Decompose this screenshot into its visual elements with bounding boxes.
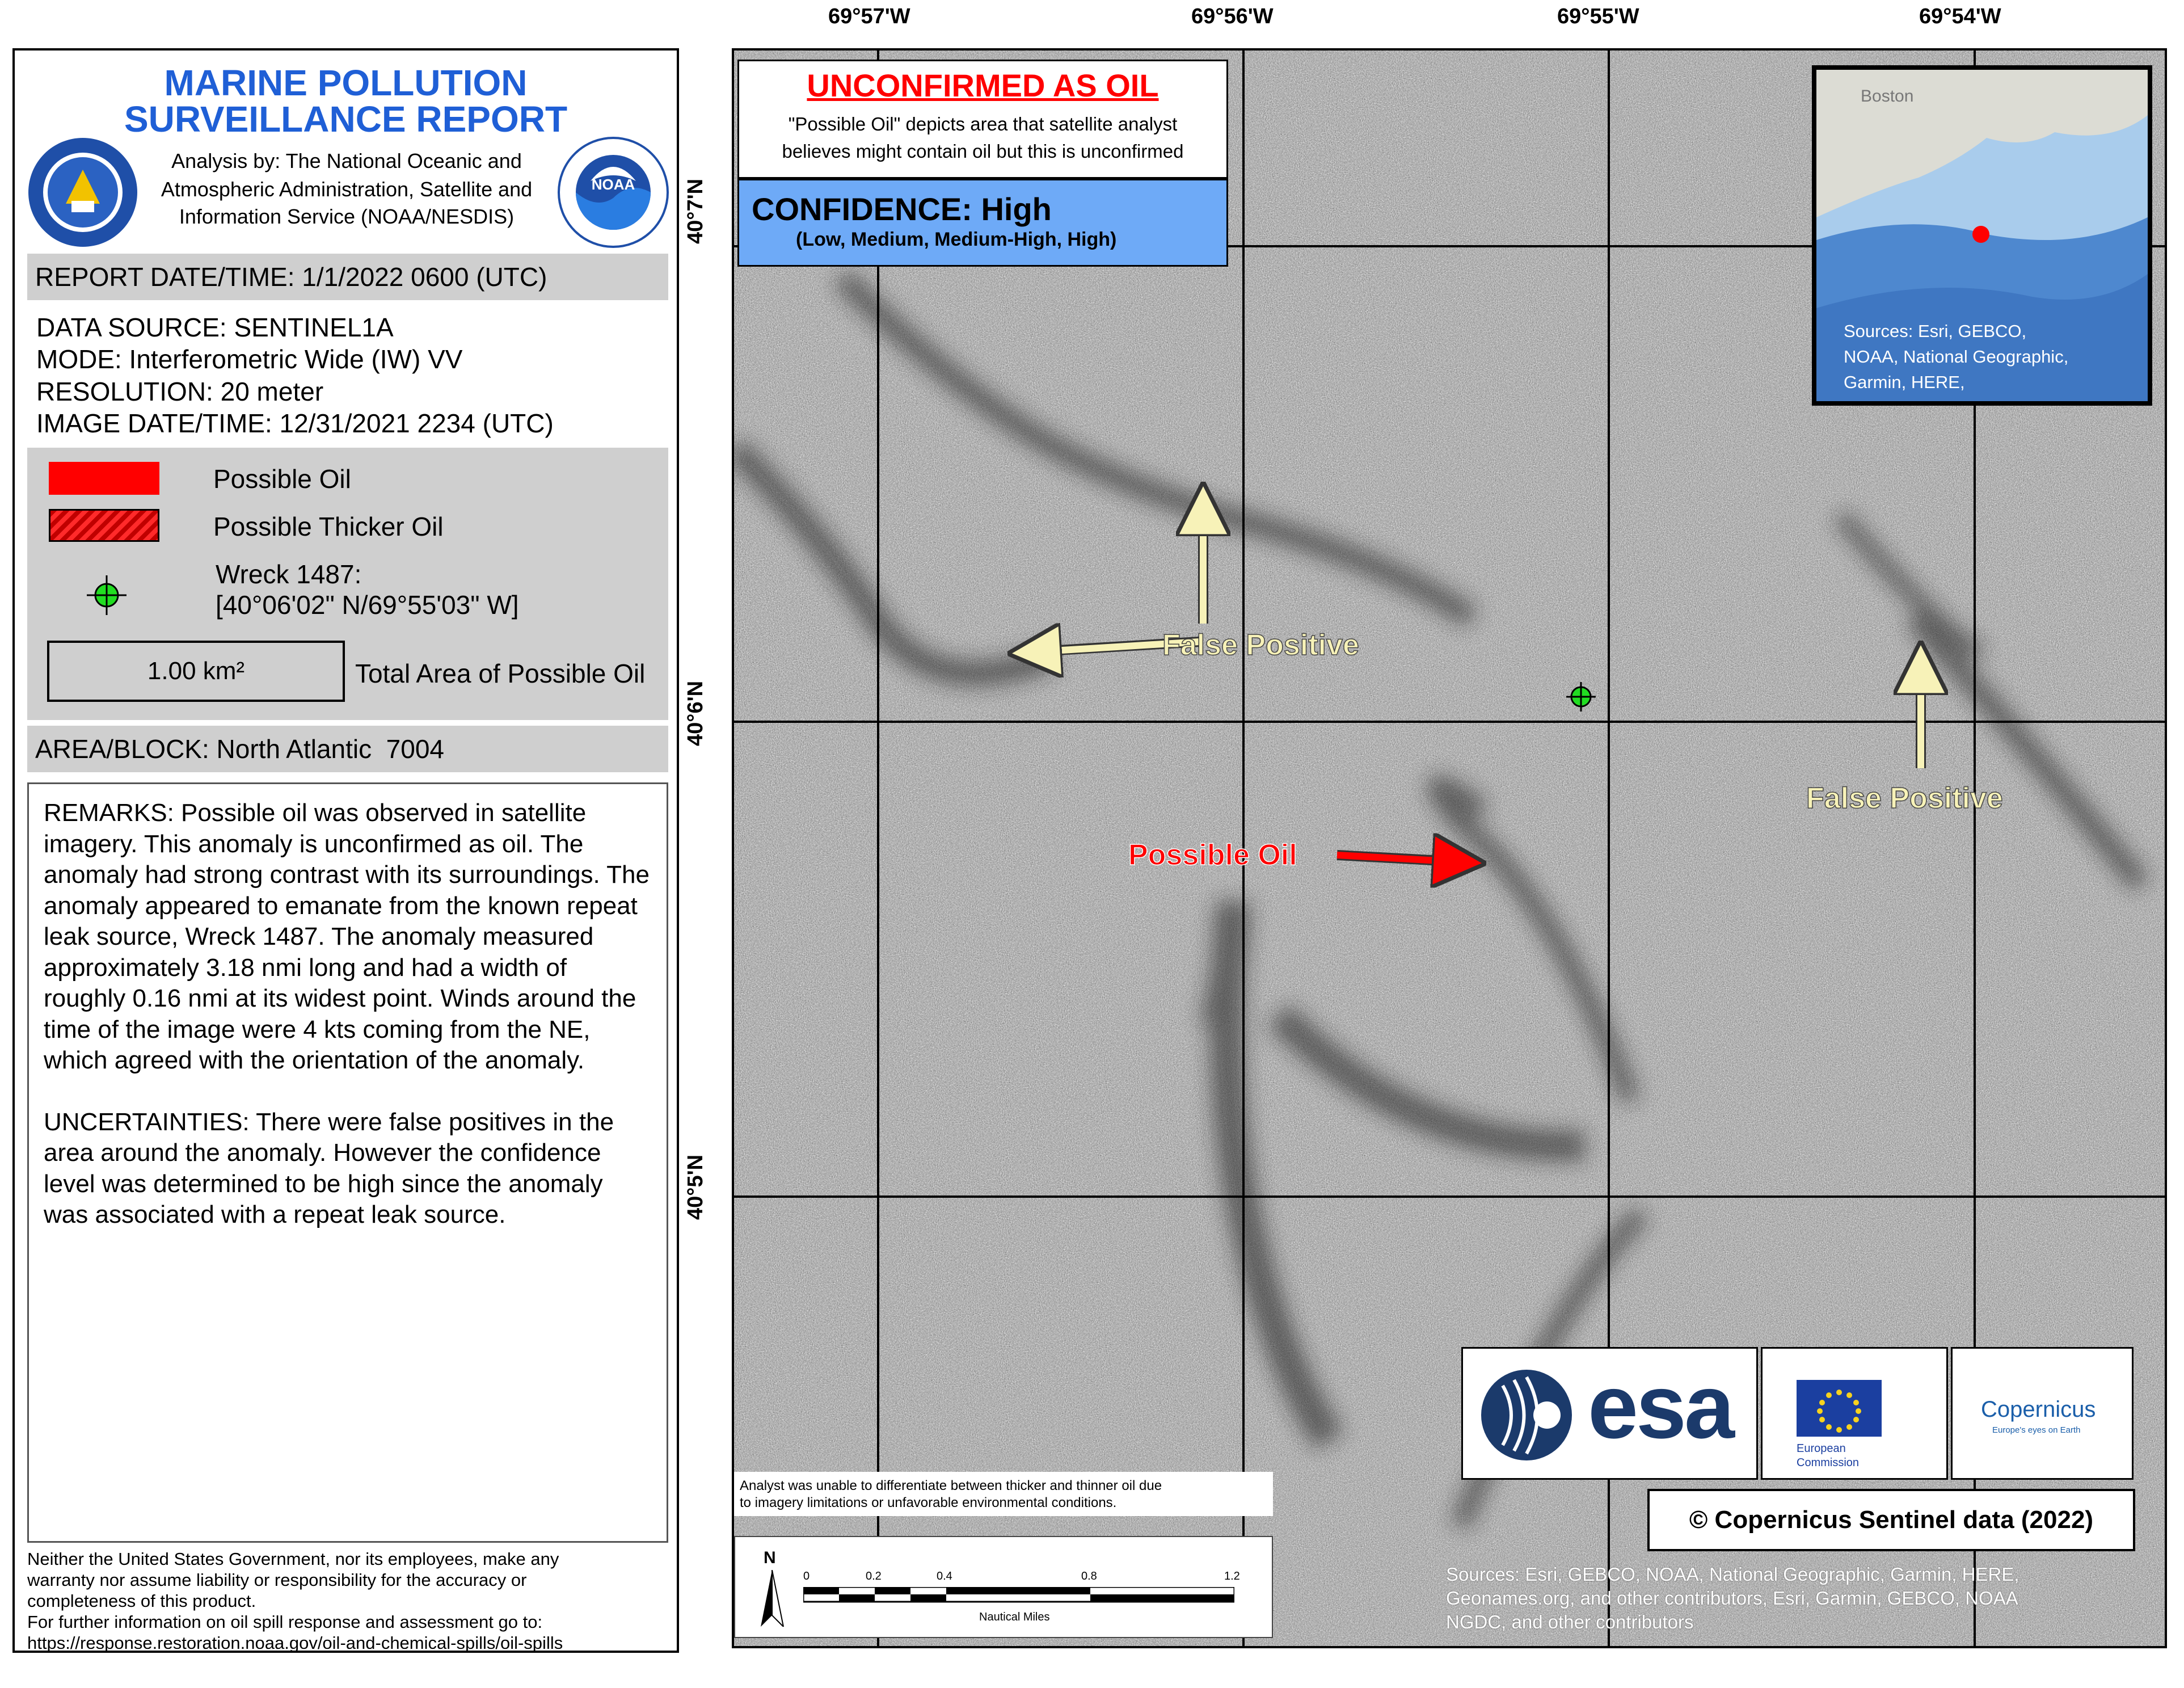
false-positive-label-2: False Positive xyxy=(1806,782,2003,815)
false-positive-label-1: False Positive xyxy=(1162,629,1359,662)
analyst-note-line1: Analyst was unable to differentiate between thicker and thinner oil due xyxy=(740,1478,1162,1493)
lat-label-1: 40°7'N xyxy=(684,178,707,244)
scale-tick-0: 0 xyxy=(803,1570,810,1582)
area-value-box xyxy=(47,641,345,702)
mode: MODE: Interferometric Wide (IW) VV xyxy=(36,344,463,374)
legend xyxy=(27,448,668,720)
north-arrow-icon xyxy=(758,1570,786,1627)
area-value: 1.00 km² xyxy=(147,657,245,685)
resolution: RESOLUTION: 20 meter xyxy=(36,377,324,406)
eu-text-1: European xyxy=(1797,1442,1846,1455)
analysis-line3: Information Service (NOAA/NESDIS) xyxy=(179,205,515,228)
report-panel xyxy=(12,48,679,1653)
lat-label-3: 40°5'N xyxy=(684,1154,707,1220)
basemap-sources xyxy=(1446,1563,2019,1634)
copernicus-logo xyxy=(1951,1347,2134,1480)
scale-tick-3: 0.8 xyxy=(1081,1570,1097,1582)
copernicus-wordmark: Copernicus xyxy=(1981,1397,2096,1422)
data-source: DATA SOURCE: SENTINEL1A xyxy=(36,313,394,342)
eu-flag-icon xyxy=(1797,1369,1882,1437)
legend-wreck-coords: [40°06'02" N/69°55'03" W] xyxy=(216,590,519,620)
image-datetime: IMAGE DATE/TIME: 12/31/2021 2234 (UTC) xyxy=(36,409,554,438)
basemap-sources-1: Sources: Esri, GEBCO, NOAA, National Geographic, Garmin, HERE, xyxy=(1446,1564,2019,1585)
analysis-line1: Analysis by: The National Oceanic and xyxy=(171,149,522,172)
disclaimer-line4: For further information on oil spill response and assessment go to: xyxy=(27,1612,543,1632)
area-block-bar xyxy=(27,726,668,772)
esa-logo xyxy=(1461,1347,1758,1480)
scale-tick-1: 0.2 xyxy=(866,1570,882,1582)
sar-map[interactable] xyxy=(732,48,2167,1648)
inset-sources-1: Sources: Esri, GEBCO, xyxy=(1844,321,2027,341)
doc-seal-icon xyxy=(26,136,140,249)
disclaimer-line1: Neither the United States Government, nor its employees, make any xyxy=(27,1549,559,1569)
thicker-oil-swatch xyxy=(49,509,159,542)
scale-bar xyxy=(734,1536,1273,1638)
scale-bar-segments xyxy=(803,1587,1234,1604)
european-commission-logo xyxy=(1761,1347,1948,1480)
legend-thicker-oil: Possible Thicker Oil xyxy=(213,512,444,541)
disclaimer-line2: warranty nor assume liability or responsibility for the accuracy or xyxy=(27,1570,527,1590)
basemap-sources-2: Geonames.org, and other contributors, Esri, Garmin, GEBCO, NOAA xyxy=(1446,1588,2018,1609)
basemap-sources-3: NGDC, and other contributors xyxy=(1446,1611,1694,1632)
unconfirmed-box xyxy=(737,60,1228,179)
analyst-note-line2: to imagery limitations or unfavorable environmental conditions. xyxy=(740,1495,1117,1510)
lat-label-2: 40°6'N xyxy=(684,680,707,746)
unconfirmed-title: UNCONFIRMED AS OIL xyxy=(807,68,1159,103)
esa-wordmark: esa xyxy=(1588,1356,1732,1457)
possible-oil-label: Possible Oil xyxy=(1128,839,1297,872)
inset-locator-map[interactable] xyxy=(1812,65,2152,406)
confidence-box xyxy=(737,179,1228,267)
inset-sources-3: Garmin, HERE, xyxy=(1844,372,1965,392)
disclaimer-link[interactable]: https://response.restoration.noaa.gov/oil-and-chemical-spills/oil-spills xyxy=(27,1633,563,1653)
copyright-box xyxy=(1647,1489,2135,1551)
area-label: Total Area of Possible Oil xyxy=(355,659,646,688)
analysis-line2: Atmospheric Administration, Satellite and xyxy=(161,178,533,201)
inset-city-label: Boston xyxy=(1861,87,1914,106)
possible-oil-swatch xyxy=(49,462,159,495)
lon-label-4: 69°54'W xyxy=(1919,5,2001,28)
unconfirmed-line1: "Possible Oil" depicts area that satellite analyst xyxy=(788,113,1178,134)
confidence-levels: (Low, Medium, Medium-High, High) xyxy=(796,229,1117,250)
lon-label-3: 69°55'W xyxy=(1557,5,1639,28)
lon-label-2: 69°56'W xyxy=(1191,5,1274,28)
report-datetime: REPORT DATE/TIME: 1/1/2022 0600 (UTC) xyxy=(35,262,547,292)
uncertainties-text: UNCERTAINTIES: There were false positives in the area around the anomaly. However the confidence level was determined to be high since the anomaly was associated with a repeat leak source. xyxy=(44,1108,614,1228)
scale-tick-4: 1.2 xyxy=(1224,1570,1240,1582)
report-title-line1: MARINE POLLUTION xyxy=(164,62,528,103)
scale-tick-2: 0.4 xyxy=(937,1570,952,1582)
inset-sources-2: NOAA, National Geographic, xyxy=(1844,347,2069,367)
analyst-note xyxy=(734,1472,1273,1516)
esa-globe-icon xyxy=(1480,1369,1574,1462)
unconfirmed-line2: believes might contain oil but this is unconfirmed xyxy=(782,141,1184,162)
remarks-box xyxy=(27,782,668,1543)
disclaimer-line3: completeness of this product. xyxy=(27,1591,256,1611)
legend-wreck-label: Wreck 1487: xyxy=(216,559,362,589)
confidence-title: CONFIDENCE: High xyxy=(752,191,1052,227)
north-label: N xyxy=(764,1548,776,1567)
eu-text-2: Commission xyxy=(1797,1457,1860,1469)
lon-label-1: 69°57'W xyxy=(828,5,910,28)
wreck-marker-icon xyxy=(87,575,127,615)
remarks-text: REMARKS: Possible oil was observed in satellite imagery. This anomaly is unconfirmed as oil. The anomaly had strong contrast with its surroundings. The anomaly appeared to emanate from the known repeat leak source, Wreck 1487. The anomaly measured approximately 3.18 nmi long and had a width of roughly 0.16 nmi at its widest point. Winds around the time of the image were 4 kts coming from the NE, which agreed with the orientation of the anomaly. xyxy=(44,799,650,1074)
report-title-line2: SURVEILLANCE REPORT xyxy=(124,99,568,140)
noaa-seal-icon xyxy=(556,136,670,249)
noaa-logo-text: NOAA xyxy=(591,176,635,193)
legend-possible-oil: Possible Oil xyxy=(213,464,351,494)
report-datetime-bar xyxy=(27,254,668,300)
area-block: AREA/BLOCK: North Atlantic 7004 xyxy=(35,734,445,764)
scale-units: Nautical Miles xyxy=(979,1611,1050,1623)
copernicus-tagline: Europe's eyes on Earth xyxy=(1992,1425,2081,1435)
copyright-text: © Copernicus Sentinel data (2022) xyxy=(1689,1506,2094,1534)
